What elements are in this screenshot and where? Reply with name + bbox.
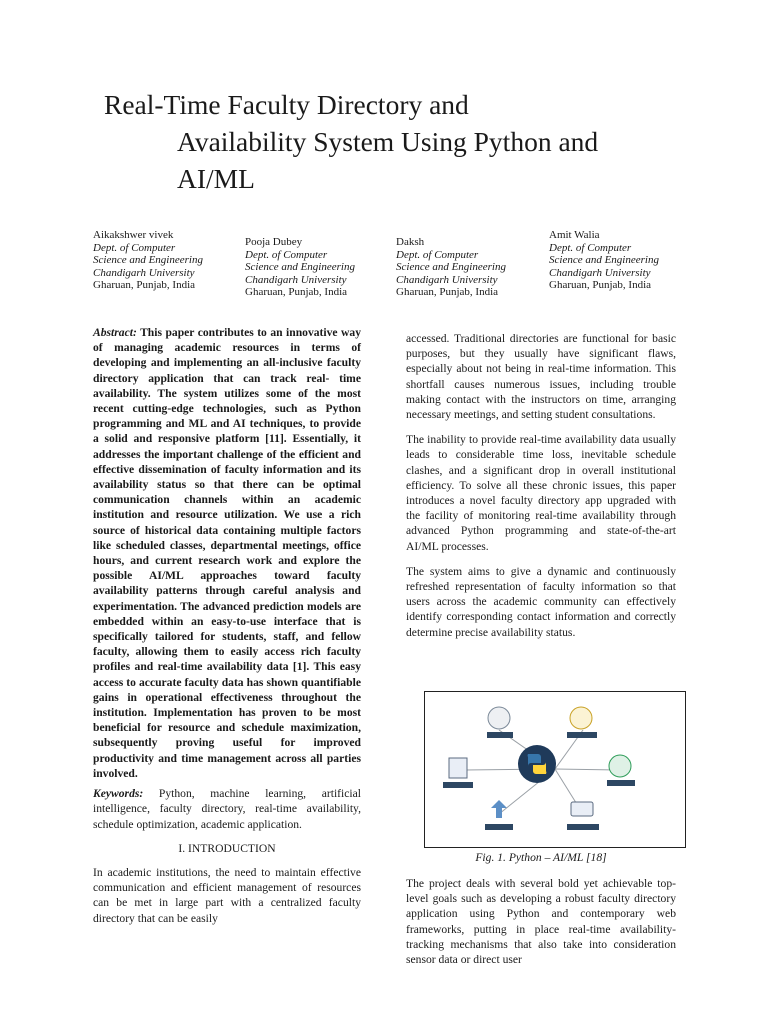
author-1 bbox=[93, 229, 253, 292]
author-name: Daksh bbox=[396, 236, 425, 248]
author-dept-2: Science and Engineering bbox=[549, 254, 659, 267]
author-name: Aikakshwer vivek bbox=[93, 229, 174, 241]
python-aiml-diagram bbox=[425, 692, 685, 847]
paragraph-inability: The inability to provide real-time availability data usually leads to considerable time loss, inevitable schedule clashes, and a significant drop in overall institutional efficiency. To solve all these chronic issues, this paper introduces a novel faculty directory app upgraded with the facility of monitoring real-time availability through advanced Python programming and state-of-the-art AI/ML processes. bbox=[406, 433, 676, 553]
monitor-icon bbox=[571, 802, 593, 816]
author-university: Chandigarh University bbox=[396, 273, 498, 286]
author-dept: Dept. of Computer bbox=[245, 248, 328, 261]
python-logo-circle bbox=[518, 745, 556, 783]
abstract bbox=[93, 325, 361, 781]
author-dept: Dept. of Computer bbox=[396, 248, 479, 261]
left-column bbox=[93, 325, 361, 926]
author-dept-2: Science and Engineering bbox=[93, 254, 203, 267]
title-line-2: Availability System Using Python and bbox=[177, 126, 599, 157]
author-dept-2: Science and Engineering bbox=[245, 261, 355, 274]
author-dept-2: Science and Engineering bbox=[396, 261, 506, 274]
keywords bbox=[93, 786, 361, 832]
title-line-1: Real-Time Faculty Directory and bbox=[104, 89, 469, 120]
author-university: Chandigarh University bbox=[549, 266, 651, 279]
author-3 bbox=[396, 236, 556, 299]
author-university: Chandigarh University bbox=[245, 273, 347, 286]
author-university: Chandigarh University bbox=[93, 266, 195, 279]
author-location: Gharuan, Punjab, India bbox=[93, 279, 196, 292]
network-icon bbox=[609, 755, 631, 777]
keywords-label: Keywords: bbox=[93, 787, 144, 801]
author-name: Pooja Dubey bbox=[245, 236, 303, 248]
author-4 bbox=[549, 229, 709, 292]
figure-python-aiml bbox=[424, 691, 686, 848]
author-2 bbox=[245, 236, 405, 299]
right-column-bottom bbox=[406, 876, 676, 967]
abstract-text: This paper contributes to an innovative way of managing academic resources in terms of developing and implementing an all-inclusive faculty directory application that can track real- time availability. The system utilizes some of the most recent cutting-edge technologies, such as Python programming and ML and AI techniques, to provide a solid and responsive platform [11]. Essentially, it addresses the important challenge of the efficient and effective dissemination of faculty information and its availability status so that there can be optimal communication channels within an academic institution and resource utilization. We use a rich source of historical data containing multiple factors like scheduled classes, departmental meetings, office hours, and current research work and explore the possible AI/ML approaches toward faculty availability patterns through careful analysis and experimentation. The advanced prediction models are embedded within an easy-to-use interface that is specifically tailored for students, staff, and fellow faculty, allowing them to easily access rich faculty profiles and real-time availability data [1]. This easy access to accurate faculty data has shown quantifiable gains in operational effectiveness throughout the institution. Implementation has proven to be most beneficial for resource and schedule maximization, subsequently proving useful for improved productivity and time management across all parties involved. bbox=[93, 326, 361, 780]
title-line-3: AI/ML bbox=[177, 163, 255, 194]
automation-icon bbox=[488, 707, 510, 729]
keywords-text: Python, machine learning, artificial intelligence, faculty directory, real-time availability, schedule optimization, academic application. bbox=[93, 787, 361, 831]
paragraph-project-goals: The project deals with several bold yet achievable top-level goals such as developing a robust faculty directory application using Python and contemporary web frameworks, putting in place real-time availability-tracking mechanisms that also take into consideration sensor data or direct user bbox=[406, 877, 676, 967]
author-name: Amit Walia bbox=[549, 229, 600, 241]
figure-caption: Fig. 1. Python – AI/ML [18] bbox=[475, 851, 607, 864]
abstract-label: Abstract: bbox=[93, 326, 137, 339]
intro-paragraph: In academic institutions, the need to maintain effective communication and efficient management of resources can be met in large part with a centralized faculty directory that can be easily bbox=[93, 865, 361, 925]
author-dept: Dept. of Computer bbox=[549, 241, 632, 254]
paragraph-system-aims: The system aims to give a dynamic and continuously refreshed representation of faculty information so that users across the academic community can effectively identify corresponding contact information and correctly determine precise availability status. bbox=[406, 564, 676, 639]
author-location: Gharuan, Punjab, India bbox=[245, 286, 348, 299]
author-location: Gharuan, Punjab, India bbox=[549, 279, 652, 292]
right-column-top bbox=[406, 331, 676, 640]
paragraph-traditional-directories: accessed. Traditional directories are functional for basic purposes, but they usually have significant flaws, especially about not being in real-time information. This shortfall causes numerous issues, including trouble making contact with the instructors on time, arranging necessary meetings, and setting student consultations. bbox=[406, 332, 676, 422]
author-location: Gharuan, Punjab, India bbox=[396, 286, 499, 299]
section-heading-introduction: I. INTRODUCTION bbox=[178, 841, 276, 855]
library-icon bbox=[449, 758, 467, 778]
author-dept: Dept. of Computer bbox=[93, 241, 176, 254]
lightbulb-icon bbox=[570, 707, 592, 729]
